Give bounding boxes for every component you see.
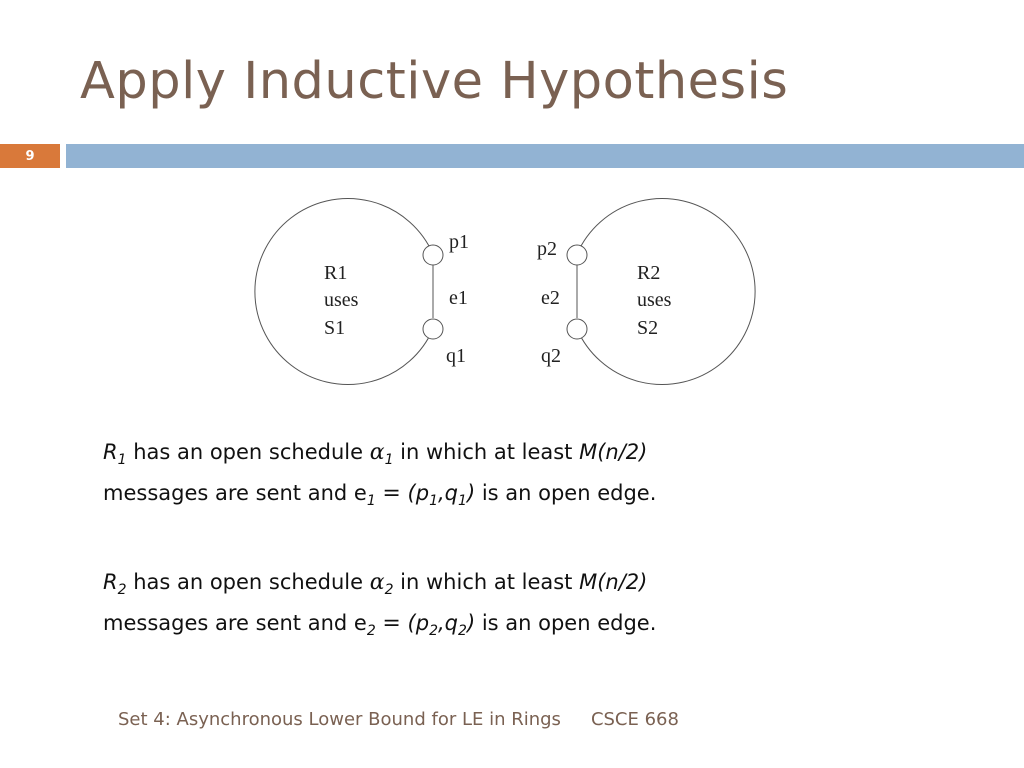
p1-m-open: M( <box>579 440 606 464</box>
p2-q: ,q <box>438 611 459 635</box>
right-ring-top-node-label: p2 <box>537 238 557 260</box>
p2-close: ) <box>466 611 476 635</box>
p1-equals: = <box>382 481 401 506</box>
left-ring-node-q1 <box>423 319 443 339</box>
r2-subscript: 2 <box>117 582 127 598</box>
left-ring-bottom-node-label: q1 <box>446 345 466 367</box>
right-ring-node-p2 <box>567 245 587 265</box>
p2-p-open: (p <box>407 611 430 635</box>
footer-course-title: Set 4: Asynchronous Lower Bound for LE in Rings <box>118 709 561 730</box>
right-ring-uses: uses <box>637 289 672 311</box>
p2-q-subscript: 2 <box>458 623 467 639</box>
p2-text-2: in which at least <box>393 570 580 594</box>
left-ring-top-node-label: p1 <box>449 231 469 253</box>
e1-subscript: 1 <box>366 493 376 509</box>
p1-p-subscript: 1 <box>429 493 438 509</box>
p1-n: n <box>605 440 619 464</box>
left-ring-uses: uses <box>324 289 359 311</box>
p1-q-subscript: 1 <box>458 493 467 509</box>
paragraph-r1 <box>103 432 863 514</box>
right-ring-edge-label: e2 <box>541 287 560 309</box>
alpha1-symbol: α <box>369 440 385 465</box>
p2-text-1: has an open schedule <box>126 570 370 594</box>
slide-title: Apply Inductive Hypothesis <box>80 52 789 111</box>
p2-equals: = <box>382 611 401 636</box>
ring-diagram <box>240 190 780 395</box>
slide-footer <box>118 709 679 730</box>
left-ring-name: R1 <box>324 262 348 284</box>
p1-close: ) <box>466 481 476 505</box>
paragraph-r2 <box>103 562 863 644</box>
footer-course-code: CSCE 668 <box>590 709 679 730</box>
p2-n: n <box>605 570 619 594</box>
right-ring-bottom-node-label: q2 <box>541 345 561 367</box>
alpha2-subscript: 2 <box>384 582 394 598</box>
p2-text-4: is an open edge. <box>475 611 657 635</box>
right-ring-node-q2 <box>567 319 587 339</box>
p1-m-close: /2) <box>618 440 648 464</box>
p2-m-open: M( <box>579 570 606 594</box>
p1-q: ,q <box>438 481 459 505</box>
p1-text-2: in which at least <box>393 440 580 464</box>
p2-m-close: /2) <box>618 570 648 594</box>
p2-text-3: messages are sent and e <box>103 611 367 635</box>
left-ring-protocol: S1 <box>324 317 346 339</box>
r1-subscript: 1 <box>117 452 127 468</box>
alpha2-symbol: α <box>369 570 385 595</box>
p1-text-3: messages are sent and e <box>103 481 367 505</box>
p1-text-1: has an open schedule <box>126 440 370 464</box>
slide-number: 9 <box>0 144 60 168</box>
left-ring-node-p1 <box>423 245 443 265</box>
p1-text-4: is an open edge. <box>475 481 657 505</box>
e2-subscript: 2 <box>366 623 376 639</box>
right-ring-protocol: S2 <box>637 317 659 339</box>
p1-p-open: (p <box>407 481 430 505</box>
r2-symbol: R <box>103 570 118 594</box>
alpha1-subscript: 1 <box>384 452 394 468</box>
left-ring-edge-label: e1 <box>449 287 468 309</box>
p2-p-subscript: 2 <box>429 623 438 639</box>
header-bar <box>66 144 1024 168</box>
r1-symbol: R <box>103 440 118 464</box>
right-ring-name: R2 <box>637 262 661 284</box>
